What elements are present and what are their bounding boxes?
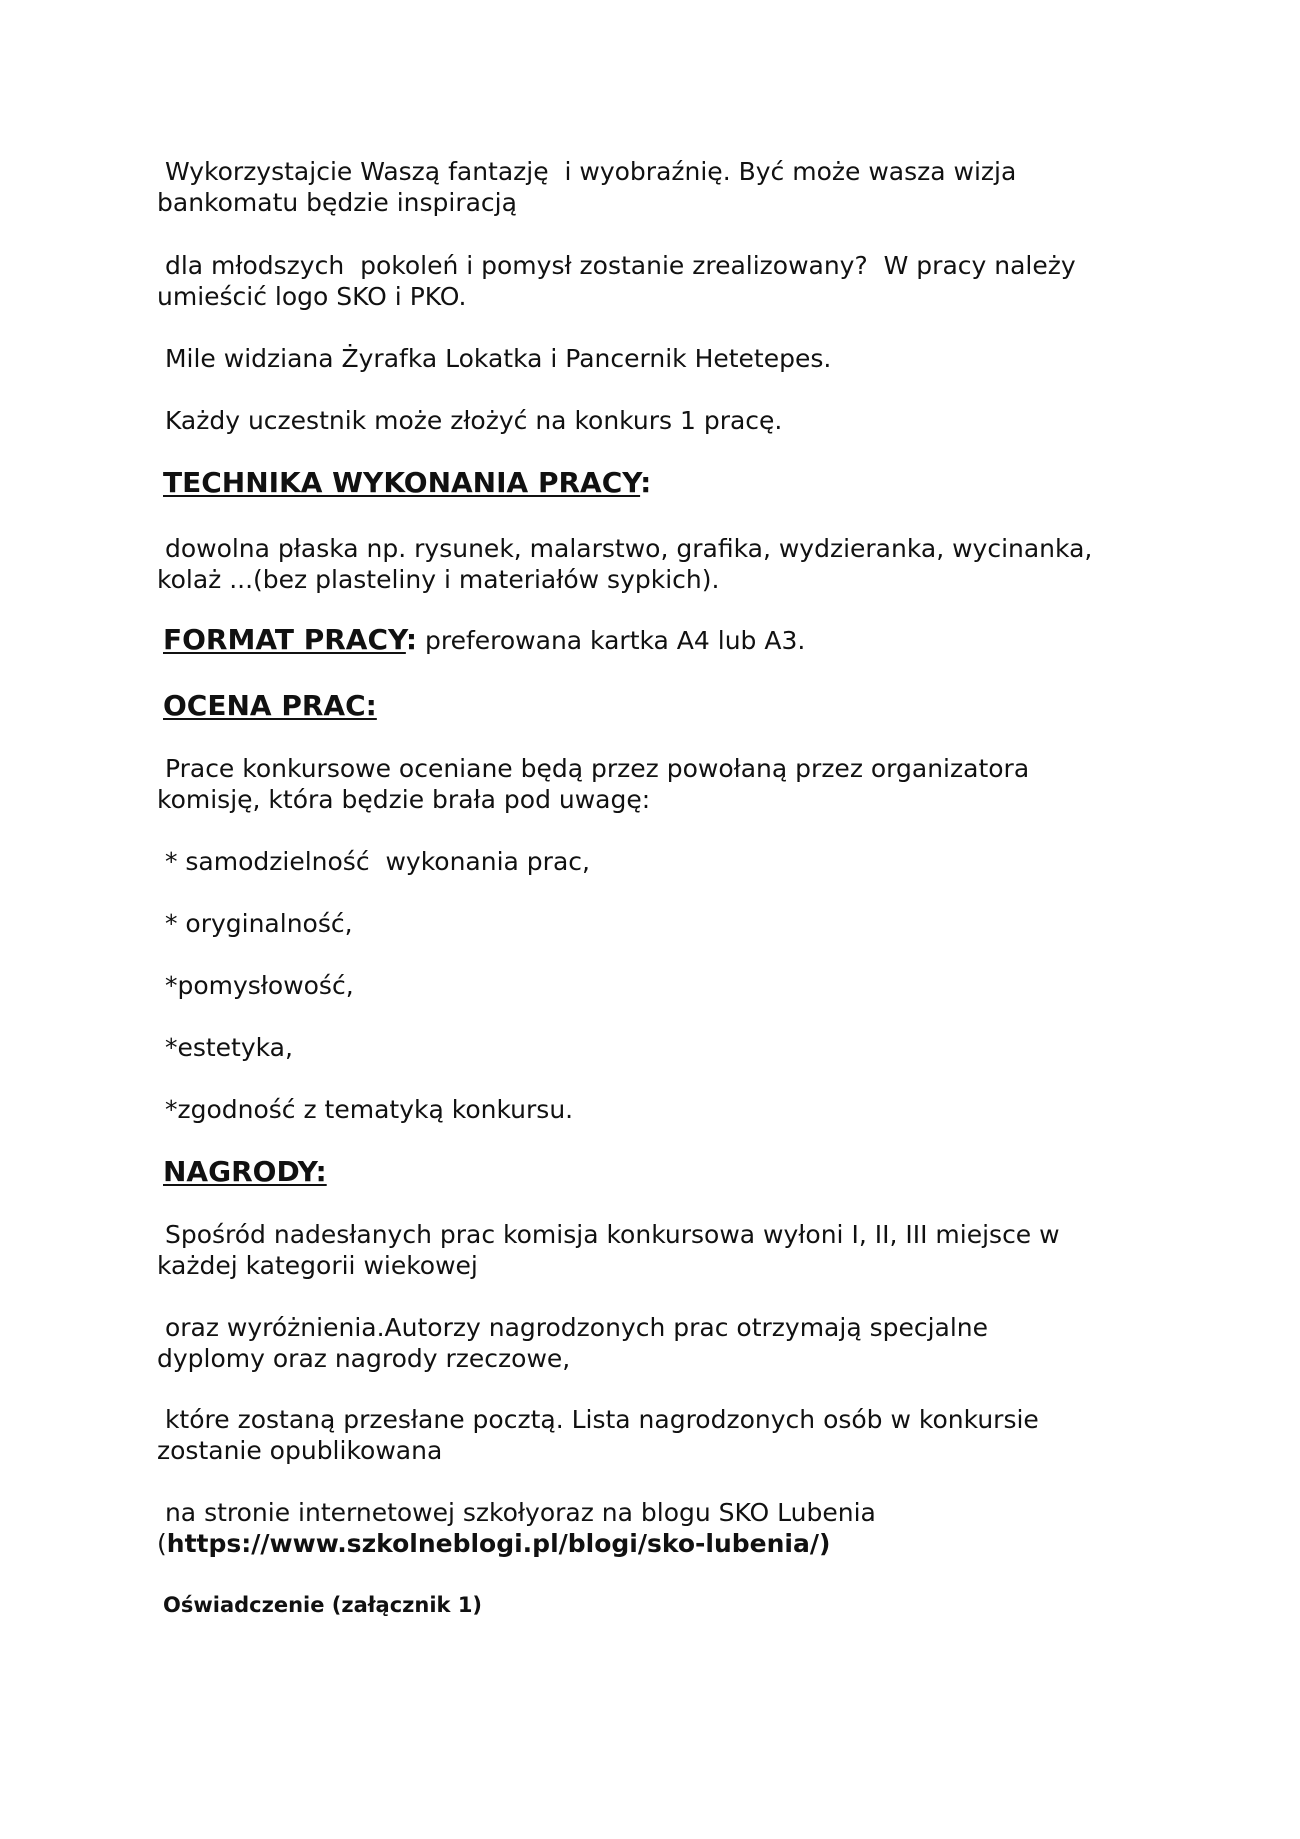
heading-ocena-text: OCENA PRAC: xyxy=(163,689,377,722)
paragraph-mascots: Mile widziana Żyrafka Lokatka i Pancernik Hetetepes. xyxy=(157,344,832,373)
heading-technika-colon: : xyxy=(640,466,652,499)
paragraph-logo: dla młodszych pokoleń i pomysł zostanie zrealizowany? W pracy należy umieścić logo SKO i PKO. xyxy=(157,251,1076,311)
criterion-item: *estetyka, xyxy=(157,1033,293,1062)
paragraph-nagrody-3: które zostaną przesłane pocztą. Lista nagrodzonych osób w konkursie zostanie opublikowana xyxy=(157,1405,1039,1465)
heading-ocena xyxy=(163,689,377,723)
oswiadczenie-label: Oświadczenie (załącznik 1) xyxy=(163,1593,483,1617)
heading-format-text: FORMAT PRACY xyxy=(163,623,406,656)
format-body: preferowana kartka A4 lub A3. xyxy=(417,626,806,655)
paragraph-ocena-intro: Prace konkursowe oceniane będą przez powołaną przez organizatora komisję, która będzie brała pod uwagę: xyxy=(157,754,1030,814)
heading-format xyxy=(163,623,805,658)
nagrody-open-paren: ( xyxy=(157,1529,167,1558)
paragraph-technika: dowolna płaska np. rysunek, malarstwo, grafika, wydzieranka, wycinanka, kolaż ...(bez plasteliny i materiałów sypkich). xyxy=(157,534,1093,594)
heading-technika xyxy=(163,466,651,500)
criterion-item: * oryginalność, xyxy=(157,909,353,938)
criterion-item: *zgodność z tematyką konkursu. xyxy=(157,1095,574,1124)
paragraph-nagrody-2: oraz wyróżnienia.Autorzy nagrodzonych prac otrzymają specjalne dyplomy oraz nagrody rzeczowe, xyxy=(157,1313,989,1373)
paragraph-one-work: Każdy uczestnik może złożyć na konkurs 1 pracę. xyxy=(157,406,783,435)
criterion-item: *pomysłowość, xyxy=(157,971,354,1000)
paragraph-nagrody-4 xyxy=(157,1497,1157,1559)
blog-link[interactable]: https://www.szkolneblogi.pl/blogi/sko-lubenia/) xyxy=(166,1529,831,1558)
criterion-item: * samodzielność wykonania prac, xyxy=(157,847,590,876)
heading-nagrody xyxy=(163,1155,327,1189)
heading-nagrody-text: NAGRODY: xyxy=(163,1155,327,1188)
paragraph-nagrody-1: Spośród nadesłanych prac komisja konkursowa wyłoni I, II, III miejsce w każdej kategorii wiekowej xyxy=(157,1220,1060,1280)
nagrody-website-text: na stronie internetowej szkołyoraz na blogu SKO Lubenia xyxy=(157,1498,876,1527)
heading-format-colon: : xyxy=(405,623,418,656)
heading-technika-text: TECHNIKA WYKONANIA PRACY xyxy=(163,466,641,499)
paragraph-fantazja: Wykorzystajcie Waszą fantazję i wyobraźnię. Być może wasza wizja bankomatu będzie inspiracją xyxy=(157,157,1017,217)
